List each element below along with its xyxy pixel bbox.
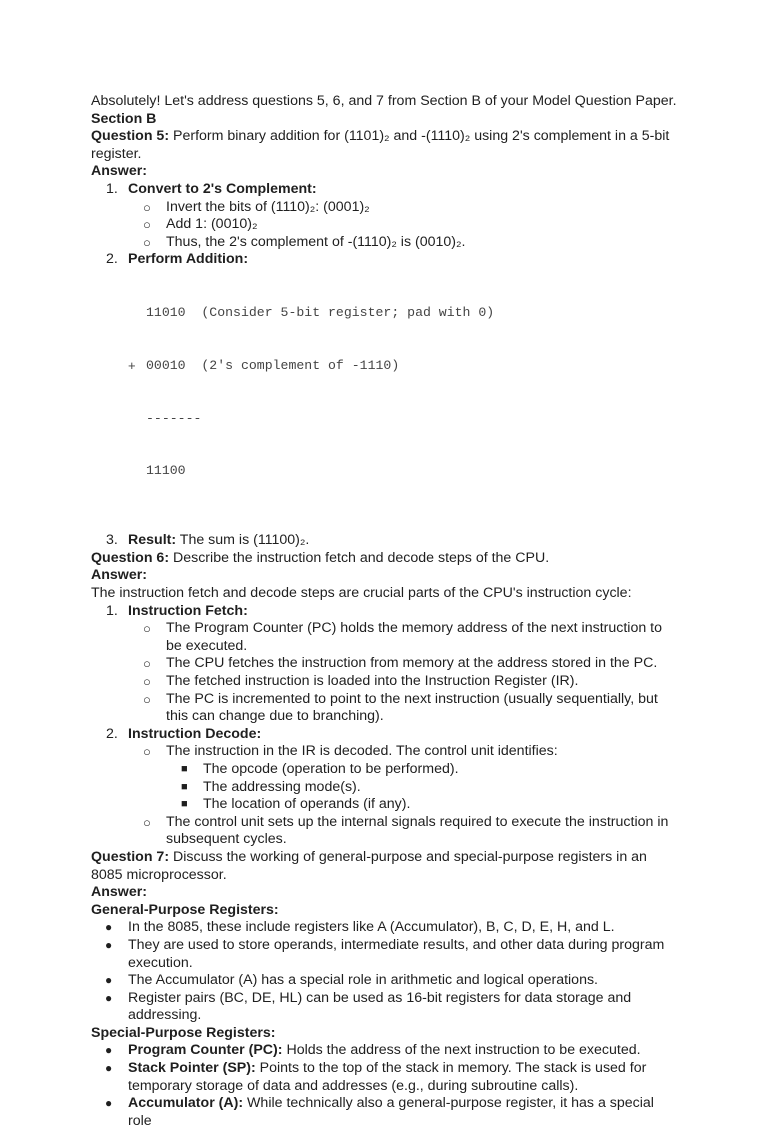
answer-label: Answer: <box>91 567 147 584</box>
answer-label: Answer: <box>91 163 147 180</box>
sub-list-item: ○ The CPU fetches the instruction from memory at the address stored in the PC. <box>143 655 658 672</box>
sub-list-item: ○ The control unit sets up the internal signals required to execute the instruction in subsequent cycles. <box>143 813 669 848</box>
circle-bullet-icon: ○ <box>143 814 151 830</box>
dot-bullet-icon: ● <box>105 1061 113 1076</box>
question-5-text: Perform binary addition for (1101)₂ and -(1110)₂ using 2's complement in a 5-bit register. <box>91 128 670 162</box>
sub-list-item: ○ Thus, the 2's complement of -(1110)₂ is (0010)₂. <box>143 233 466 250</box>
intro-text: Absolutely! Let's address questions 5, 6, and 7 from Section B of your Model Question Paper. <box>91 93 677 109</box>
circle-bullet-icon: ○ <box>143 656 151 672</box>
question-7 <box>91 849 681 884</box>
square-bullet-icon: ■ <box>181 798 188 811</box>
circle-bullet-icon: ○ <box>143 234 151 250</box>
sub-list-item: ○ Invert the bits of (1110)₂: (0001)₂ <box>143 198 370 215</box>
sub-sub-list-item: ■ The location of operands (if any). <box>181 796 411 813</box>
square-bullet-icon: ■ <box>181 762 188 775</box>
dot-bullet-icon: ● <box>105 973 113 988</box>
dot-bullet-icon: ● <box>105 990 113 1005</box>
bullet-item: ● Stack Pointer (SP): Points to the top of the stack in memory. The stack is used for temporary storage of data and addresses (e.g., during subroutine calls). <box>105 1060 647 1094</box>
code-line: 11010 (Consider 5-bit register; pad with 0) <box>146 305 495 321</box>
code-line: + 00010 (2's complement of -1110) <box>128 357 400 373</box>
subheading: General-Purpose Registers: <box>91 901 279 918</box>
list-item: 2. Instruction Decode: <box>106 725 262 742</box>
circle-bullet-icon: ○ <box>143 217 151 233</box>
answer-label: Answer: <box>91 884 147 901</box>
sub-sub-list-item: ■ The opcode (operation to be performed). <box>181 760 459 777</box>
circle-bullet-icon: ○ <box>143 674 151 689</box>
bullet-item: ● The Accumulator (A) has a special role in arithmetic and logical operations. <box>105 972 598 989</box>
question-5-label: Question 5: <box>91 128 170 145</box>
square-bullet-icon: ■ <box>181 780 188 793</box>
question-7-text: Discuss the working of general-purpose and special-purpose registers in an 8085 microprocessor. <box>91 848 647 883</box>
bullet-item: ● In the 8085, these include registers like A (Accumulator), B, C, D, E, H, and L. <box>105 919 615 936</box>
bullet-item: ● They are used to store operands, intermediate results, and other data during program execution. <box>105 936 665 971</box>
subheading: Special-Purpose Registers: <box>91 1024 276 1041</box>
circle-bullet-icon: ○ <box>143 621 151 637</box>
bullet-item: ● Register pairs (BC, DE, HL) can be used as 16-bit registers for data storage and addressing. <box>105 989 632 1024</box>
code-block <box>91 269 681 515</box>
bullet-item: ● Accumulator (A): While technically also a general-purpose register, it has a special role <box>105 1095 654 1129</box>
list-item: 1. Convert to 2's Complement: <box>106 180 317 197</box>
circle-bullet-icon: ○ <box>143 744 151 760</box>
section-heading: Section B <box>91 110 157 127</box>
circle-bullet-icon: ○ <box>143 199 151 215</box>
plus-sign: + <box>128 357 136 373</box>
question-7-label: Question 7: <box>91 848 170 865</box>
code-line: ------- <box>146 410 202 426</box>
list-item: 1. Instruction Fetch: <box>106 602 248 619</box>
dot-bullet-icon: ● <box>105 1096 113 1111</box>
sub-list-item: ○ The instruction in the IR is decoded. The control unit identifies: <box>143 743 558 760</box>
bullet-item: ● Program Counter (PC): Holds the address of the next instruction to be executed. <box>105 1042 641 1059</box>
list-item: 3. Result: The sum is (11100)₂. <box>106 532 310 549</box>
dot-bullet-icon: ● <box>105 920 113 935</box>
sub-list-item: ○ The fetched instruction is loaded into the Instruction Register (IR). <box>143 673 579 689</box>
sub-list-item: ○ Add 1: (0010)₂ <box>143 216 258 233</box>
document-page <box>91 93 681 1130</box>
question-6-text: Describe the instruction fetch and decode steps of the CPU. <box>169 549 550 566</box>
sub-list-item: ○ The Program Counter (PC) holds the memory address of the next instruction to be executed. <box>143 620 662 654</box>
code-line: 11100 <box>146 463 186 479</box>
circle-bullet-icon: ○ <box>143 691 151 707</box>
dot-bullet-icon: ● <box>105 937 113 952</box>
list-item: 2. Perform Addition: <box>106 251 249 268</box>
question-5 <box>91 128 681 163</box>
sub-list-item: ○ The PC is incremented to point to the next instruction (usually sequentially, but this can change due to branching). <box>143 690 658 725</box>
question-6-label: Question 6: <box>91 549 170 566</box>
dot-bullet-icon: ● <box>105 1043 113 1058</box>
answer-intro: The instruction fetch and decode steps are crucial parts of the CPU's instruction cycle: <box>91 585 632 602</box>
sub-sub-list-item: ■ The addressing mode(s). <box>181 778 361 795</box>
question-6 <box>91 550 681 568</box>
